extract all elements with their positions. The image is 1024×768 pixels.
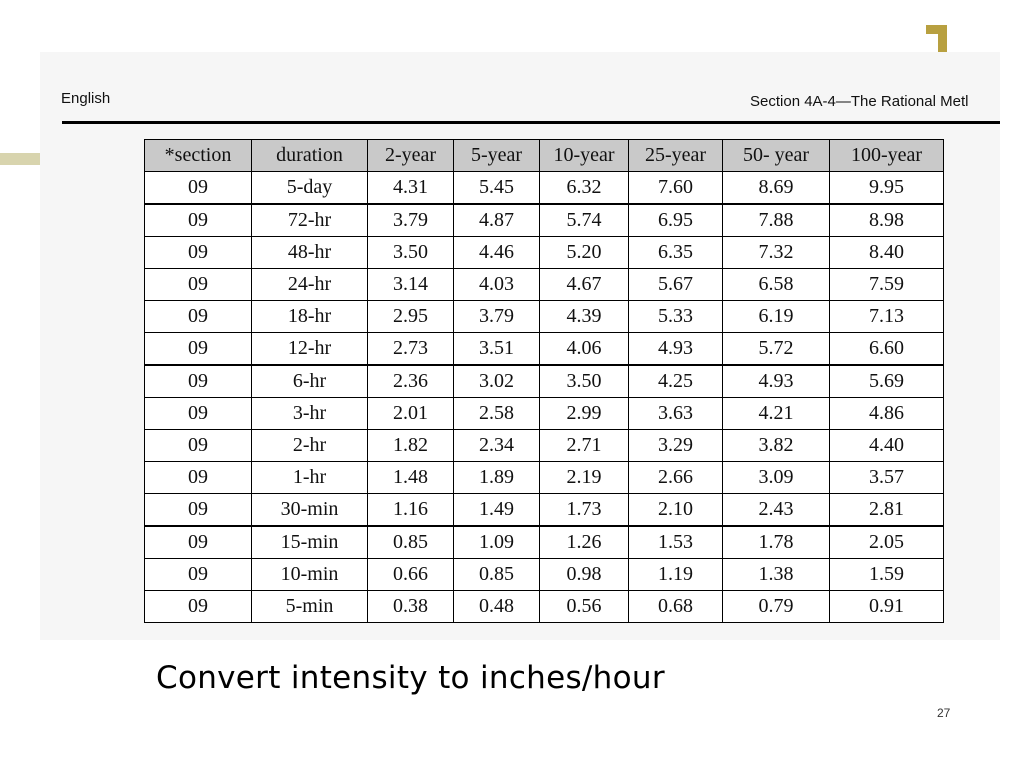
table-cell: 2.99 — [540, 398, 629, 430]
table-cell: 2.66 — [629, 462, 723, 494]
table-cell: 1.26 — [540, 526, 629, 559]
table-cell: 5.72 — [723, 333, 830, 366]
table-cell: 8.40 — [830, 237, 944, 269]
table-row — [145, 237, 944, 269]
table-cell: 24-hr — [252, 269, 368, 301]
table-cell: 3.82 — [723, 430, 830, 462]
table-row — [145, 462, 944, 494]
table-cell: 9.95 — [830, 172, 944, 205]
table-cell: 4.06 — [540, 333, 629, 366]
header-cell: 2-year — [368, 140, 454, 172]
header-cell: 25-year — [629, 140, 723, 172]
table-cell: 2.73 — [368, 333, 454, 366]
table-row — [145, 430, 944, 462]
table-cell: 1.89 — [454, 462, 540, 494]
table-cell: 3.63 — [629, 398, 723, 430]
table-cell: 48-hr — [252, 237, 368, 269]
table-cell: 09 — [145, 172, 252, 205]
left-accent-bar — [0, 153, 44, 165]
table-cell: 1.09 — [454, 526, 540, 559]
table-cell: 09 — [145, 204, 252, 237]
header-cell: 5-year — [454, 140, 540, 172]
table-cell: 6.35 — [629, 237, 723, 269]
table-cell: 0.48 — [454, 591, 540, 623]
table-cell: 6.95 — [629, 204, 723, 237]
table-cell: 8.98 — [830, 204, 944, 237]
table-cell: 2.05 — [830, 526, 944, 559]
table-cell: 1.16 — [368, 494, 454, 527]
table-cell: 4.21 — [723, 398, 830, 430]
header-cell: 100-year — [830, 140, 944, 172]
table-cell: 4.39 — [540, 301, 629, 333]
rainfall-table-container — [144, 139, 944, 623]
table-cell: 1.59 — [830, 559, 944, 591]
table-cell: 5-min — [252, 591, 368, 623]
table-row — [145, 204, 944, 237]
table-cell: 7.13 — [830, 301, 944, 333]
table-row — [145, 333, 944, 366]
table-row — [145, 398, 944, 430]
table-cell: 4.25 — [629, 365, 723, 398]
table-cell: 5.33 — [629, 301, 723, 333]
table-cell: 5.20 — [540, 237, 629, 269]
table-cell: 2.01 — [368, 398, 454, 430]
table-row — [145, 559, 944, 591]
table-cell: 8.69 — [723, 172, 830, 205]
table-cell: 0.68 — [629, 591, 723, 623]
header-cell: *section — [145, 140, 252, 172]
table-cell: 09 — [145, 559, 252, 591]
table-cell: 1.38 — [723, 559, 830, 591]
table-cell: 7.59 — [830, 269, 944, 301]
table-cell: 12-hr — [252, 333, 368, 366]
table-cell: 5.69 — [830, 365, 944, 398]
table-cell: 2.95 — [368, 301, 454, 333]
table-cell: 3.79 — [454, 301, 540, 333]
table-cell: 09 — [145, 591, 252, 623]
table-cell: 4.40 — [830, 430, 944, 462]
table-cell: 0.98 — [540, 559, 629, 591]
table-cell: 09 — [145, 333, 252, 366]
table-cell: 3-hr — [252, 398, 368, 430]
table-row — [145, 172, 944, 205]
table-cell: 3.50 — [368, 237, 454, 269]
table-cell: 6.32 — [540, 172, 629, 205]
table-cell: 4.67 — [540, 269, 629, 301]
table-cell: 09 — [145, 462, 252, 494]
page-number: 27 — [937, 706, 951, 720]
table-cell: 3.14 — [368, 269, 454, 301]
table-cell: 09 — [145, 365, 252, 398]
table-cell: 4.31 — [368, 172, 454, 205]
table-cell: 0.85 — [368, 526, 454, 559]
table-cell: 4.46 — [454, 237, 540, 269]
rainfall-depth-table — [144, 139, 944, 623]
table-cell: 2.19 — [540, 462, 629, 494]
table-cell: 7.60 — [629, 172, 723, 205]
table-cell: 2.58 — [454, 398, 540, 430]
table-cell: 0.56 — [540, 591, 629, 623]
table-cell: 2.81 — [830, 494, 944, 527]
table-cell: 5-day — [252, 172, 368, 205]
table-cell: 2.34 — [454, 430, 540, 462]
table-cell: 1.82 — [368, 430, 454, 462]
table-cell: 3.79 — [368, 204, 454, 237]
table-cell: 3.29 — [629, 430, 723, 462]
table-cell: 4.03 — [454, 269, 540, 301]
table-cell: 3.02 — [454, 365, 540, 398]
scan-header-section: Section 4A-4—The Rational Metl — [750, 93, 969, 110]
table-cell: 4.87 — [454, 204, 540, 237]
table-cell: 6-hr — [252, 365, 368, 398]
table-row — [145, 494, 944, 527]
corner-bracket-decoration — [926, 25, 947, 52]
table-cell: 09 — [145, 301, 252, 333]
table-cell: 6.60 — [830, 333, 944, 366]
table-cell: 0.66 — [368, 559, 454, 591]
header-cell: 50- year — [723, 140, 830, 172]
table-cell: 7.32 — [723, 237, 830, 269]
header-cell: duration — [252, 140, 368, 172]
table-cell: 18-hr — [252, 301, 368, 333]
table-body — [145, 172, 944, 623]
table-cell: 0.85 — [454, 559, 540, 591]
table-cell: 0.91 — [830, 591, 944, 623]
table-cell: 3.57 — [830, 462, 944, 494]
table-cell: 09 — [145, 494, 252, 527]
table-cell: 1-hr — [252, 462, 368, 494]
table-cell: 5.67 — [629, 269, 723, 301]
table-header-row — [145, 140, 944, 172]
table-cell: 1.78 — [723, 526, 830, 559]
table-cell: 3.51 — [454, 333, 540, 366]
table-cell: 5.74 — [540, 204, 629, 237]
scan-header-language: English — [61, 90, 111, 107]
table-cell: 1.19 — [629, 559, 723, 591]
table-row — [145, 365, 944, 398]
table-cell: 2.43 — [723, 494, 830, 527]
table-cell: 1.53 — [629, 526, 723, 559]
table-row — [145, 301, 944, 333]
table-row — [145, 269, 944, 301]
table-cell: 2.36 — [368, 365, 454, 398]
table-cell: 0.38 — [368, 591, 454, 623]
table-cell: 72-hr — [252, 204, 368, 237]
table-cell: 2.71 — [540, 430, 629, 462]
table-cell: 2-hr — [252, 430, 368, 462]
table-cell: 1.49 — [454, 494, 540, 527]
table-cell: 09 — [145, 237, 252, 269]
slide-caption: Convert intensity to inches/hour — [156, 660, 665, 696]
table-cell: 3.50 — [540, 365, 629, 398]
table-cell: 5.45 — [454, 172, 540, 205]
table-cell: 6.58 — [723, 269, 830, 301]
table-cell: 10-min — [252, 559, 368, 591]
table-cell: 6.19 — [723, 301, 830, 333]
table-cell: 0.79 — [723, 591, 830, 623]
table-cell: 09 — [145, 526, 252, 559]
table-cell: 4.93 — [629, 333, 723, 366]
scanned-table-image — [40, 52, 1000, 640]
table-cell: 09 — [145, 269, 252, 301]
table-row — [145, 526, 944, 559]
table-cell: 2.10 — [629, 494, 723, 527]
table-cell: 15-min — [252, 526, 368, 559]
table-cell: 30-min — [252, 494, 368, 527]
table-cell: 4.93 — [723, 365, 830, 398]
header-cell: 10-year — [540, 140, 629, 172]
scan-header-rule — [62, 121, 1000, 124]
table-cell: 7.88 — [723, 204, 830, 237]
table-row — [145, 591, 944, 623]
table-cell: 09 — [145, 430, 252, 462]
table-cell: 1.48 — [368, 462, 454, 494]
table-cell: 4.86 — [830, 398, 944, 430]
table-cell: 1.73 — [540, 494, 629, 527]
table-cell: 09 — [145, 398, 252, 430]
table-cell: 3.09 — [723, 462, 830, 494]
